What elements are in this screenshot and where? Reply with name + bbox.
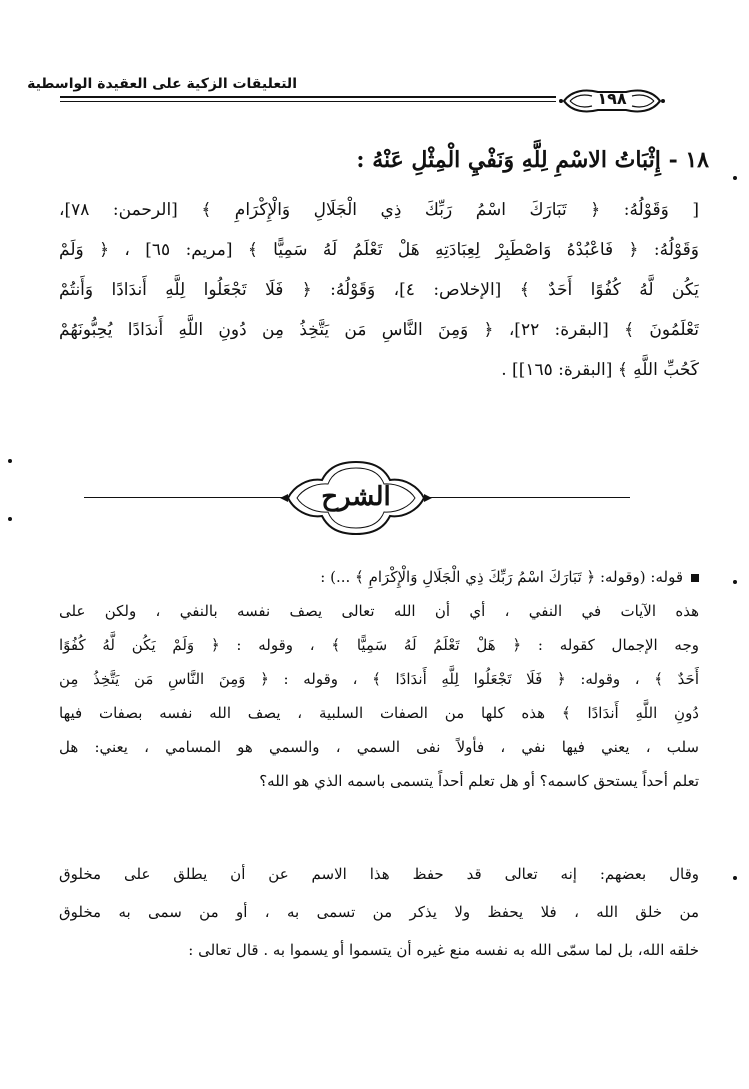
- header-rule: [60, 96, 556, 98]
- sharh-block: [59, 560, 699, 798]
- divider-line-left: [84, 497, 284, 498]
- running-title: التعليقات الزكية على العقيدة الواسطية: [27, 76, 297, 92]
- matn-block: [59, 190, 699, 390]
- matn-line: يَكُن لَّهُ كُفُوًا أَحَدٌ ﴾ [الإخلاص: ٤]، وَقَوْلُهُ: ﴿ فَلَا تَجْعَلُوا لِلَّهِ أَندَادًا وَأَنتُمْ: [59, 280, 699, 300]
- margin-dot: [733, 176, 737, 180]
- bullet-icon: [691, 574, 699, 582]
- matn-line: تَعْلَمُونَ ﴾ [البقرة: ٢٢]، ﴿ وَمِنَ النَّاسِ مَن يَتَّخِذُ مِن دُونِ اللَّهِ أَندَادًا يُحِبُّونَهُمْ: [59, 320, 699, 340]
- page-number-ornament: [558, 86, 666, 116]
- page-number: ١٩٨: [597, 89, 627, 108]
- matn-line: كَحُبِّ اللَّهِ ﴾ [البقرة: ١٦٥]] .: [501, 360, 699, 380]
- sharh-title: الشرح: [321, 482, 391, 512]
- quote-paragraph: [59, 855, 699, 969]
- sharh-line: هذه الآيات في النفي ، أي أن الله تعالى يصف نفسه بالنفي ، ولكن على: [59, 602, 699, 620]
- margin-dot: [8, 459, 12, 463]
- sharh-line: أَحَدٌ ﴾ ، وقوله: ﴿ فَلَا تَجْعَلُوا لِلَّهِ أَندَادًا ﴾ ، وقوله : ﴿ وَمِنَ النَّاسِ مَن يَتَّخِذُ مِن: [59, 670, 699, 688]
- sharh-line: دُونِ اللَّهِ أَندَادًا ﴾ هذه كلها من الصفات السلبية ، يصف الله نفسه بصفات فيها: [59, 704, 699, 722]
- margin-dot: [733, 876, 737, 880]
- section-heading: ١٨ - إِثْبَاتُ الاسْمِ لِلَّهِ وَنَفْيِ الْمِثْلِ عَنْهُ :: [356, 147, 709, 173]
- quote-line: خلقه الله، بل لما سمّى الله به نفسه منع غيره أن يتسموا أو يسموا به . قال تعالى :: [188, 941, 699, 959]
- matn-line: وَقَوْلُهُ: ﴿ فَاعْبُدْهُ وَاصْطَبِرْ لِعِبَادَتِهِ هَلْ تَعْلَمُ لَهُ سَمِيًّا ﴾ [مريم: ٦٥] ، ﴿ وَلَمْ: [59, 240, 699, 260]
- quote-line: من خلق الله ، فلا يحفظ ولا يذكر من تسمى به ، أو من سمى به مخلوق: [59, 903, 699, 921]
- header-rule-thin: [60, 101, 556, 102]
- sharh-line: وجه الإجمال كقوله : ﴿ هَلْ تَعْلَمُ لَهُ سَمِيًّا ﴾ ، وقوله : ﴿ وَلَمْ يَكُن لَّهُ كُفُوًا: [59, 636, 699, 654]
- sharh-lead-text: قوله: (وقوله: ﴿ تَبَارَكَ اسْمُ رَبِّكَ ذِي الْجَلَالِ وَالْإِكْرَامِ ﴾ ...) :: [320, 568, 683, 586]
- sharh-line: [59, 560, 699, 594]
- margin-dot: [733, 580, 737, 584]
- quote-line: وقال بعضهم: إنه تعالى قد حفظ هذا الاسم عن أن يطلق على مخلوق: [59, 865, 699, 883]
- sharh-emblem: [278, 458, 434, 538]
- sharh-line: تعلم أحداً يستحق كاسمه؟ أو هل تعلم أحداً يتسمى باسمه الذي هو الله؟: [259, 772, 699, 790]
- divider-line-right: [430, 497, 630, 498]
- matn-line: [ وَقَوْلُهُ: ﴿ تَبَارَكَ اسْمُ رَبِّكَ ذِي الْجَلَالِ وَالْإِكْرَامِ ﴾ [الرحمن: ٧٨]،: [59, 200, 699, 220]
- sharh-line: سلب ، يعني فيها نفي ، فأولاً نفى السمي ، والسمي هو المسامي ، يعني: هل: [59, 738, 699, 756]
- margin-dot: [8, 517, 12, 521]
